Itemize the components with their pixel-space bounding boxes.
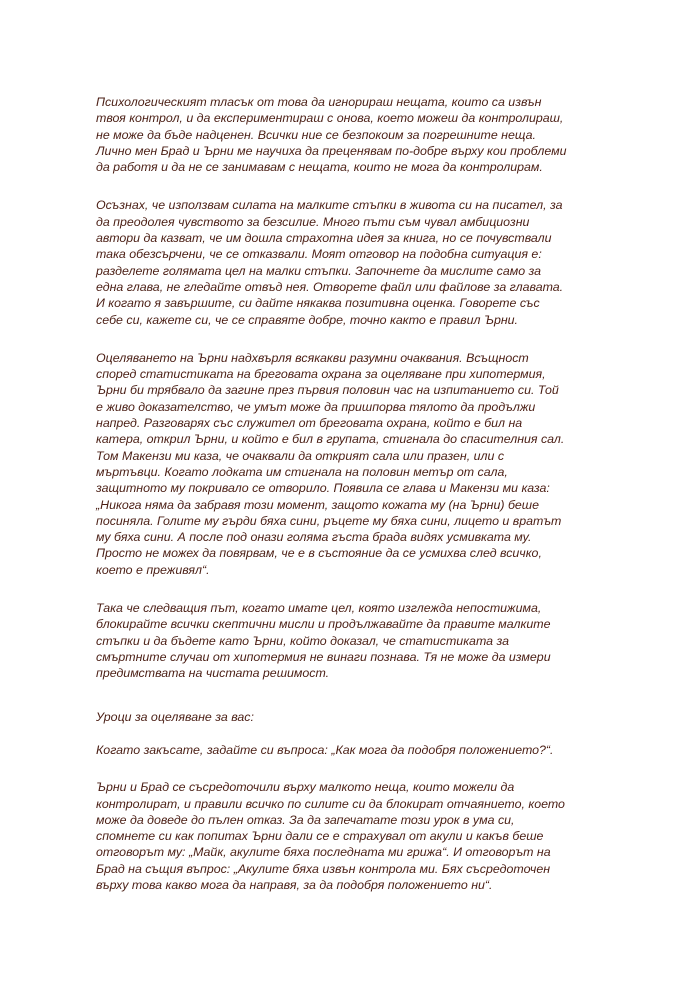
lesson-2: Ърни и Брад се съсредоточили върху малкото неща, които можели да контролират, и правили всичко по силите си да блокират отчаянието, което може да доведе до пълен отказ. За да запечатате този урок в ума си, спомнете си как попитах Ърни дали се е страхувал от акули и какъв беше отговорът му: „Майк, акулите бяха последната ми грижа“. И отговорът на Брад на същия въпрос: „Акулите бяха извън контрола ми. Бях съсредоточен върху това какво мога да направя, за да подобря положението ни“. bbox=[96, 780, 565, 893]
lessons-section bbox=[96, 742, 606, 914]
lessons-heading: Уроци за оцеляване за вас: bbox=[96, 710, 254, 724]
paragraph-1: Психологическият тласък от това да игнорираш нещата, които са извън твоя контрол, и да експериментираш с онова, което можеш да контролираш, не може да бъде надценен. Всички ние се безпокоим за погрешните неща. Лично мен Брад и Ърни ме научиха да преценявам по-добре върху кои проблеми да работя и да не се занимавам с нещата, които не мога да контролирам. bbox=[96, 95, 567, 175]
lesson-1: Когато закъсате, задайте си въпроса: „Как мога да подобря положението?“. bbox=[96, 743, 554, 757]
paragraph-4: Така че следващия път, когато имате цел, която изглежда непостижима, блокирайте всички скептични мисли и продължавайте да правите малките стъпки и да бъдете като Ърни, който доказал, че статистиката за смъртните случаи от хипотермия не винаги познава. Тя не може да измери предимствата на чистата решимост. bbox=[96, 601, 551, 681]
paragraph-2: Осъзнах, че използвам силата на малките стъпки в живота си на писател, за да преодолея чувството за безсилие. Много пъти съм чувал амбициозни автори да казват, че им дошла страхотна идея за книга, но се почувствали така обезсърчени, че се отказвали. Моят отговор на подобна ситуация е: разделете голямата цел на малки стъпки. Започнете да мислите само за една глава, не гледайте отвъд нея. Отворете файл или файлове за главата. И когато я завършите, си дайте някаква позитивна оценка. Говорете със себе си, кажете си, че се справяте добре, точно както е правил Ърни. bbox=[96, 198, 564, 327]
document-body bbox=[96, 94, 606, 682]
paragraph-3: Оцеляването на Ърни надхвърля всякакви разумни очаквания. Всъщност според статистиката на бреговата охрана за оцеляване при хипотермия, Ърни би трябвало да загине през първия половин час на изпитанието си. Той е живо доказателство, че умът може да пришпорва тялото да продължи напред. Разговарях със служител от бреговата охрана, който е бил на катера, открил Ърни, и който е бил в групата, стигнала до спасителния сал. Том Макензи ми каза, че очаквали да открият сала или празен, или с мъртъвци. Когато лодката им стигнала на половин метър от сала, защитното му покривало се отворило. Появила се глава и Макензи ми каза: „Никога няма да забравя този момент, защото кожата му (на Ърни) беше посиняла. Голите му гърди бяха сини, ръцете му бяха сини, лицето и вратът му бяха сини. А после под онази голяма гъста брада видях усмивката му. Просто не можех да повярвам, че е в състояние да се усмихва след всичко, което е преживял“. bbox=[96, 350, 565, 577]
